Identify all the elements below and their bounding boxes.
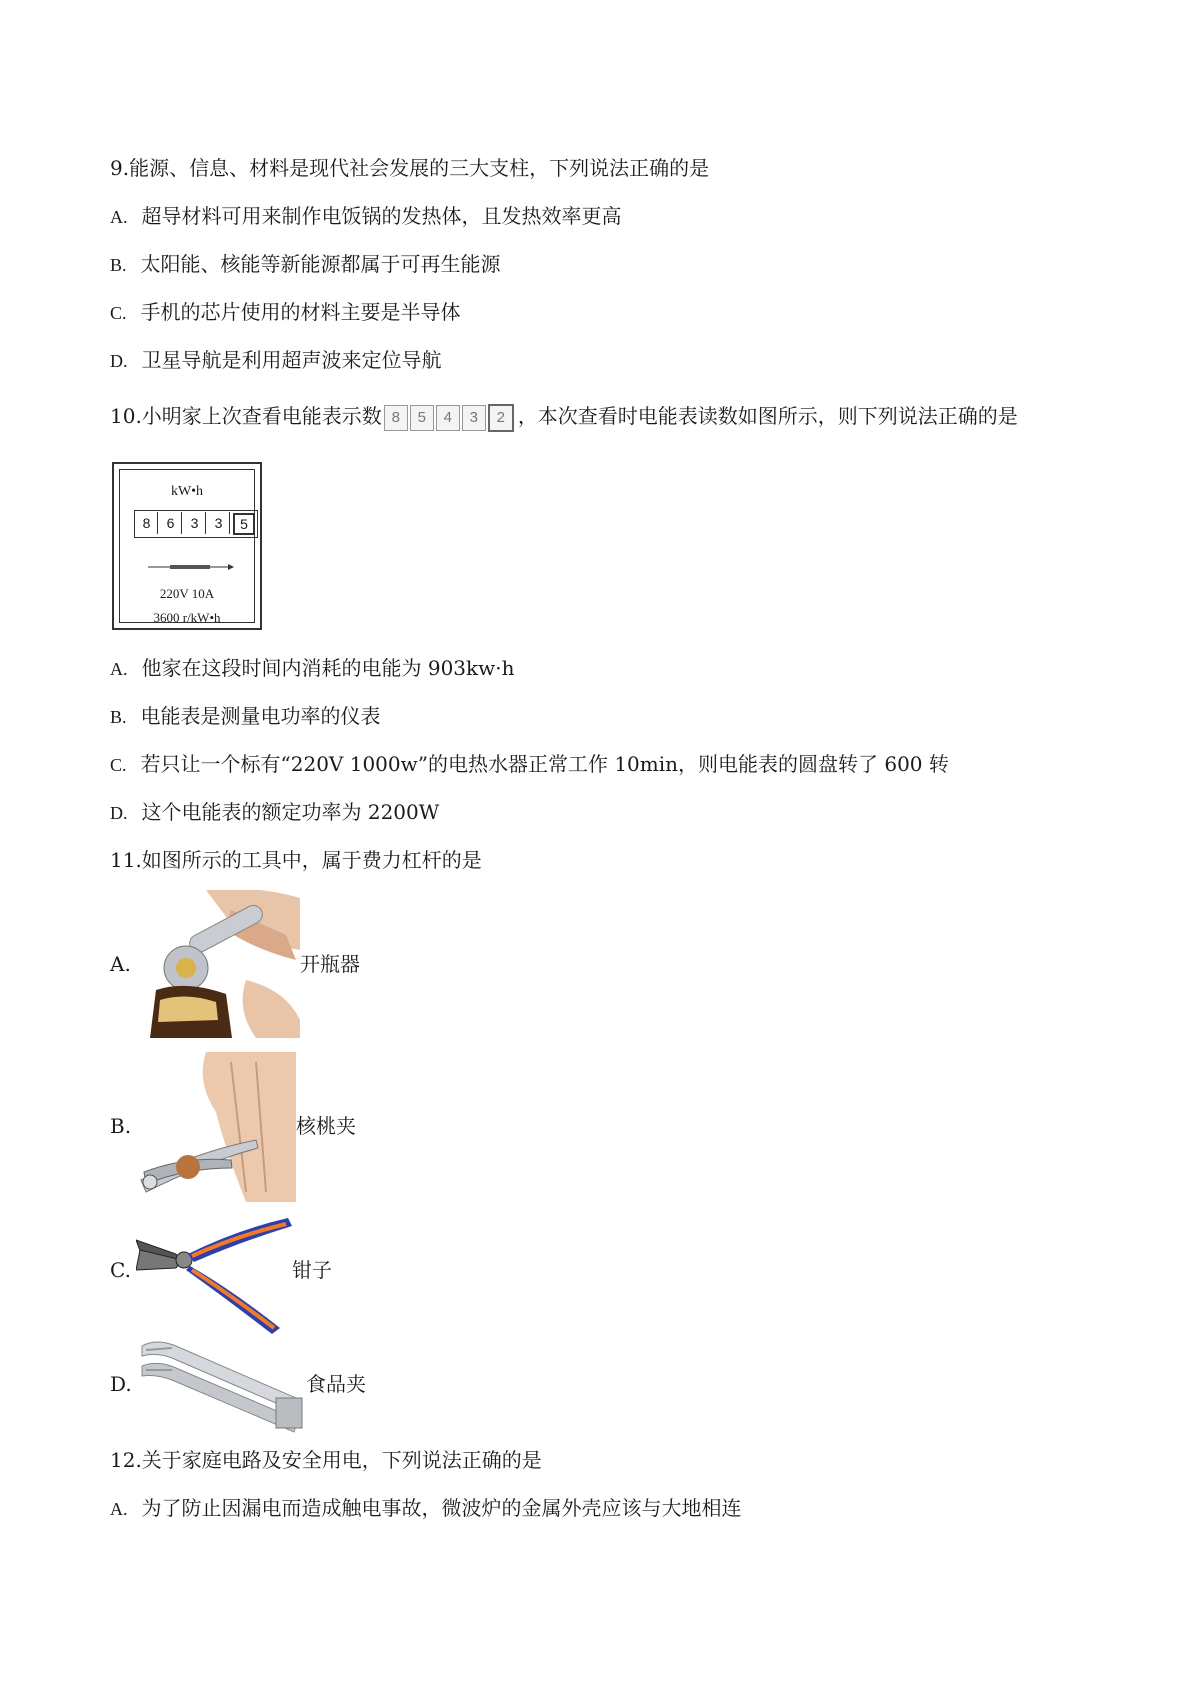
food-tongs-icon [136, 1336, 306, 1436]
q11-option-a-label: 开瓶器 [300, 952, 360, 976]
meter-digit-decimal: 5 [233, 513, 255, 535]
nutcracker-icon [136, 1052, 296, 1202]
option-text: 卫星导航是利用超声波来定位导航 [141, 348, 442, 372]
previous-digit: 5 [410, 405, 434, 431]
option-letter: A. [110, 207, 128, 227]
q9-option-d [110, 348, 442, 373]
meter-digit: 3 [208, 512, 230, 534]
q10-stem-after: ，本次查看时电能表读数如图所示，则下列说法正确的是 [517, 404, 1018, 428]
meter-digit: 6 [160, 512, 182, 534]
option-letter: A. [110, 659, 128, 679]
q11-option-a-letter: A. [110, 952, 131, 976]
option-letter: D. [110, 351, 128, 371]
q11-stem: 11.如图所示的工具中，属于费力杠杆的是 [110, 848, 482, 872]
q10-option-b [110, 704, 381, 729]
q11-option-c-letter: C. [110, 1258, 131, 1282]
q11-option-b-label: 核桃夹 [296, 1114, 356, 1138]
q11-option-c-label: 钳子 [292, 1258, 332, 1282]
option-text: 他家在这段时间内消耗的电能为 903kw·h [141, 656, 515, 680]
previous-digit-decimal: 2 [488, 404, 514, 432]
q9-option-a [110, 204, 622, 229]
previous-digit: 4 [436, 405, 460, 431]
option-letter: C. [110, 303, 127, 323]
q9-stem: 9.能源、信息、材料是现代社会发展的三大支柱，下列说法正确的是 [110, 156, 710, 180]
meter-digit: 3 [184, 512, 206, 534]
previous-digit: 3 [462, 405, 486, 431]
option-text: 若只让一个标有“220V 1000w”的电热水器正常工作 10min，则电能表的圆盘转了 600 转 [140, 752, 949, 776]
meter-digit: 8 [136, 512, 158, 534]
q11-option-b-letter: B. [110, 1114, 132, 1138]
option-letter: B. [110, 255, 127, 275]
q10-option-a [110, 656, 515, 681]
option-text: 这个电能表的额定功率为 2200W [141, 800, 440, 824]
option-text: 手机的芯片使用的材料主要是半导体 [140, 300, 461, 324]
meter-digits [134, 510, 258, 538]
q10-option-d [110, 800, 439, 825]
q12-option-a [110, 1496, 742, 1521]
option-letter: C. [110, 755, 127, 775]
q9-option-c [110, 300, 461, 325]
pliers-icon [136, 1210, 296, 1334]
q12-stem: 12.关于家庭电路及安全用电，下列说法正确的是 [110, 1448, 542, 1472]
meter-arrow-icon [148, 562, 234, 572]
option-text: 为了防止因漏电而造成触电事故，微波炉的金属外壳应该与大地相连 [141, 1496, 742, 1520]
bottle-opener-icon [136, 890, 300, 1038]
previous-digit: 8 [384, 405, 408, 431]
meter-inner-frame [119, 469, 255, 623]
option-letter: A. [110, 1499, 128, 1519]
option-text: 电能表是测量电功率的仪表 [140, 704, 381, 728]
q10-stem-before: 10.小明家上次查看电能表示数 [110, 404, 382, 428]
previous-reading-digits [384, 403, 516, 432]
q11-option-d-label: 食品夹 [306, 1372, 366, 1396]
meter-unit: kW•h [170, 484, 204, 499]
electric-meter-figure [112, 462, 262, 630]
q10-option-c [110, 752, 949, 777]
q9-option-b [110, 252, 501, 277]
option-text: 超导材料可用来制作电饭锅的发热体，且发热效率更高 [141, 204, 622, 228]
option-letter: B. [110, 707, 127, 727]
option-text: 太阳能、核能等新能源都属于可再生能源 [140, 252, 501, 276]
q10-stem [110, 403, 1018, 432]
q11-option-d-letter: D. [110, 1372, 132, 1396]
meter-spec-revolutions: 3600 r/kW•h [153, 610, 221, 625]
meter-spec-voltage: 220V 10A [159, 586, 215, 601]
option-letter: D. [110, 803, 128, 823]
